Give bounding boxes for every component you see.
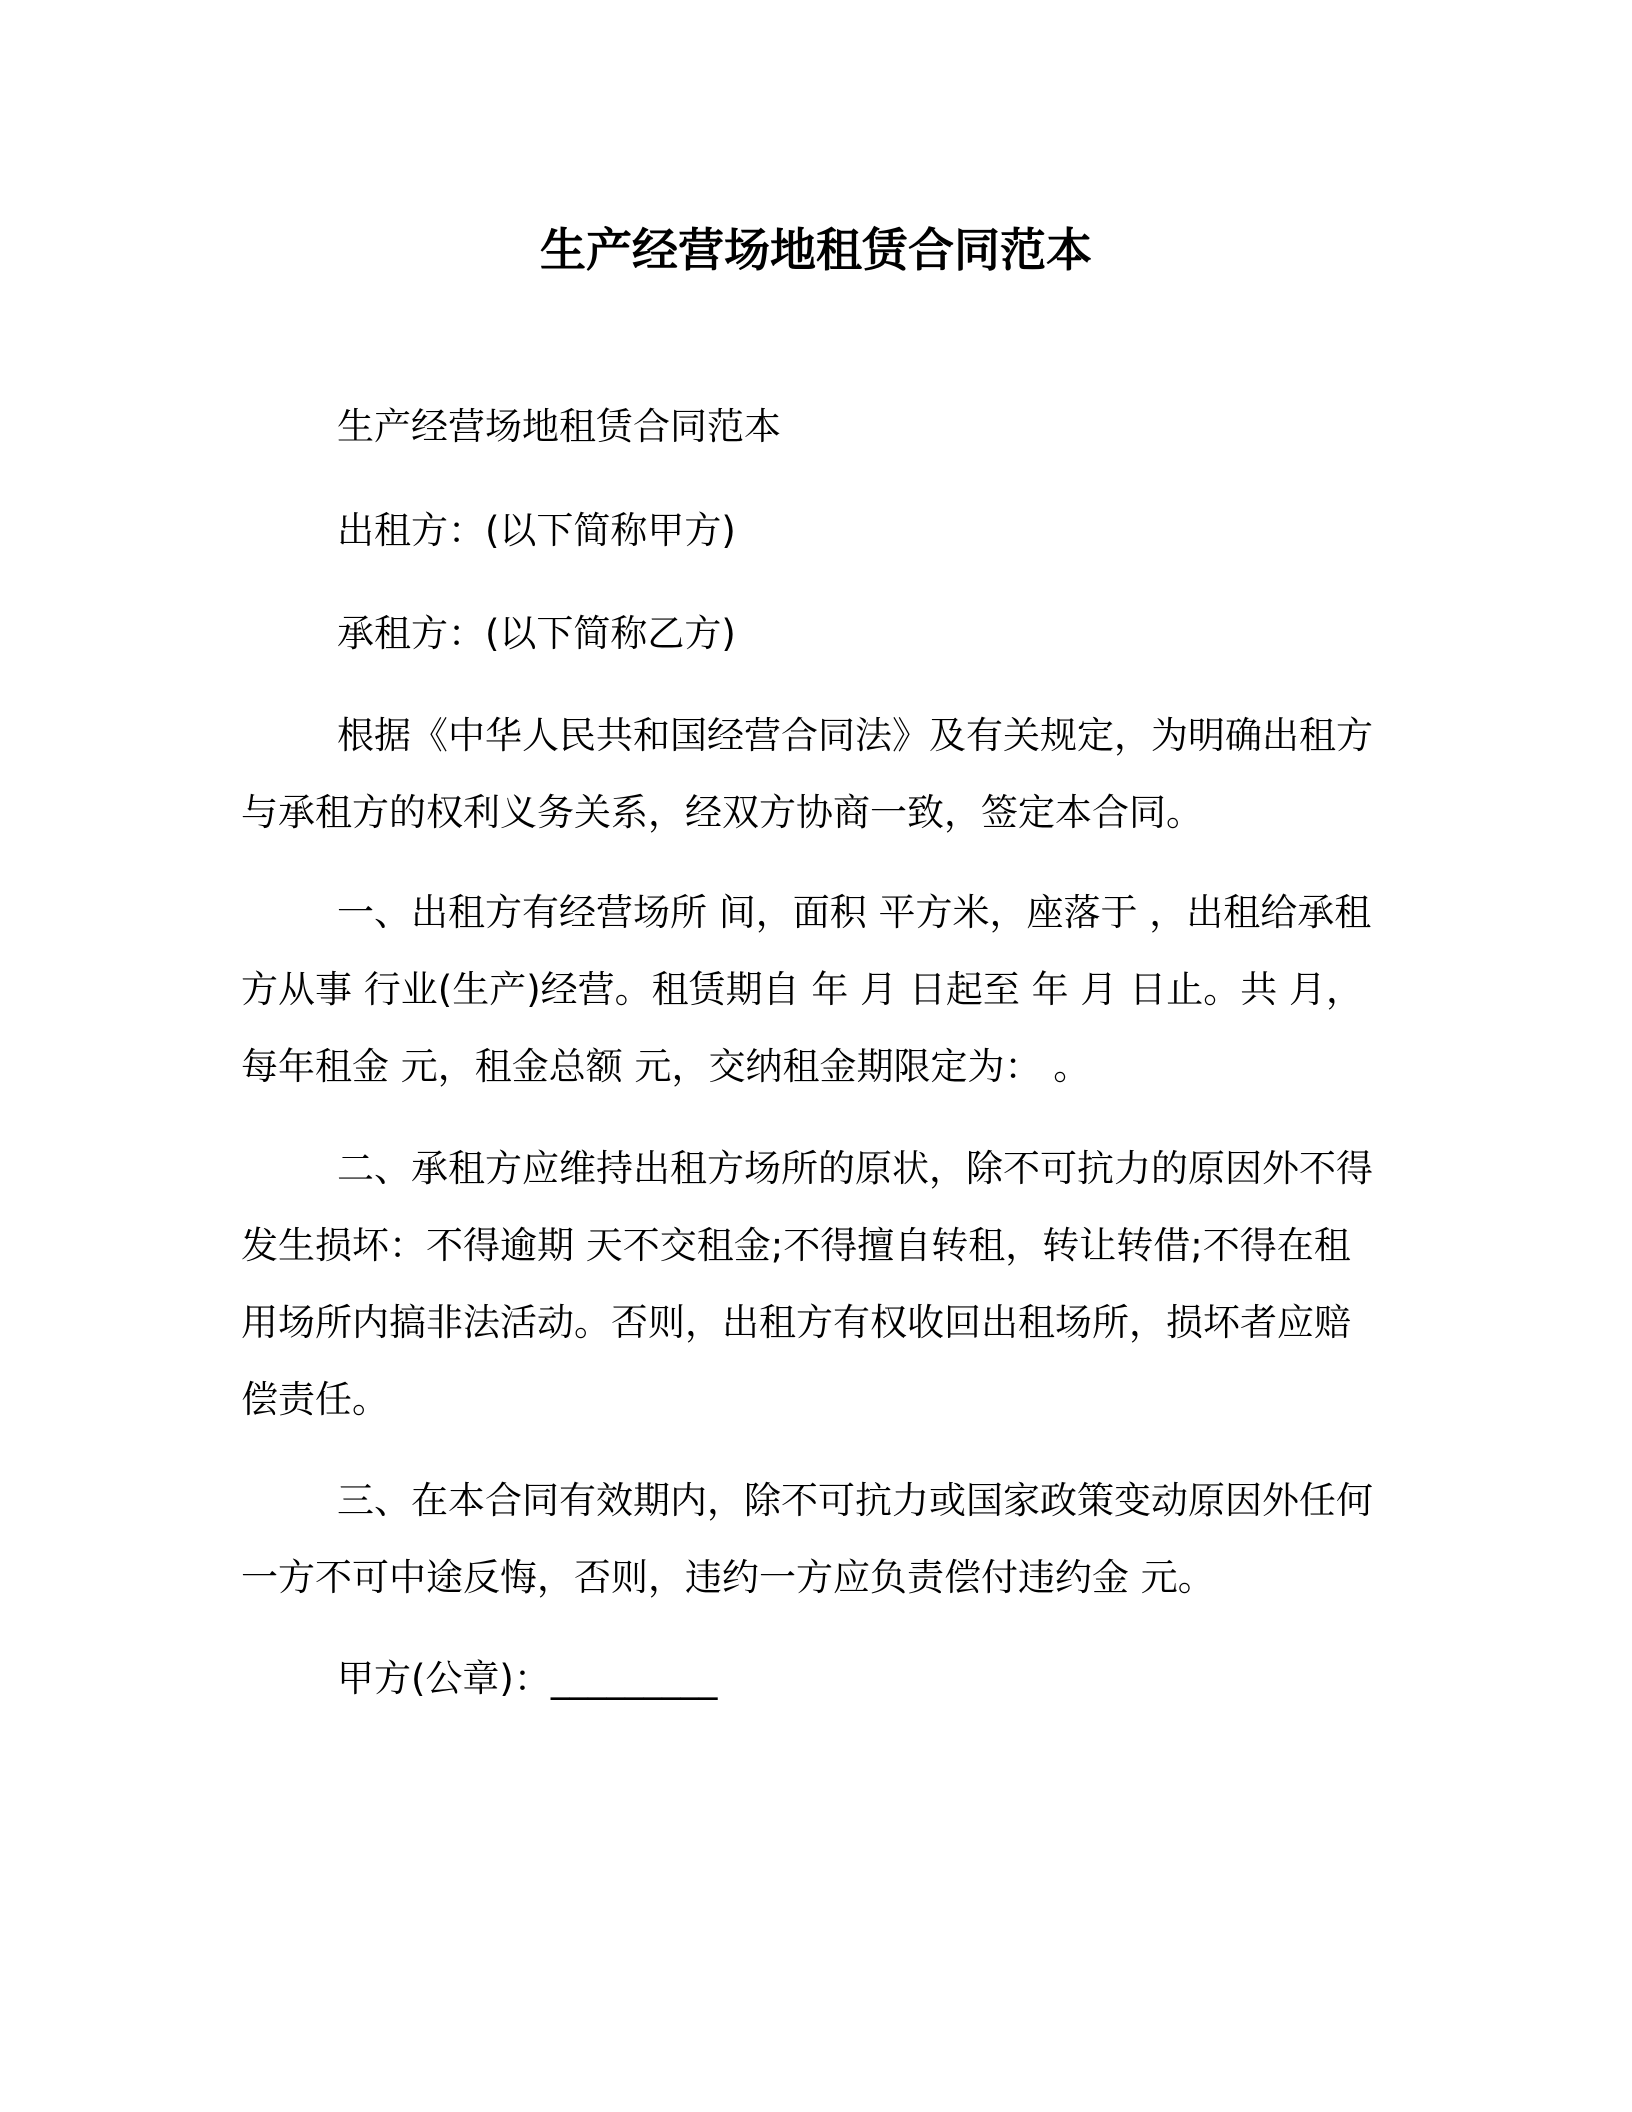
intro-paragraph: 根据《中华人民共和国经营合同法》及有关规定，为明确出租方与承租方的权利义务关系，经双方协商一致，签定本合同。 [241, 714, 1373, 834]
clause-two: 二、承租方应维持出租方场所的原状，除不可抗力的原因外不得发生损坏：不得逾期 天不交租金;不得擅自转租，转让转借;不得在租用场所内搞非法活动。否则，出租方有权收回出租场所，损坏者应赔偿责任。 [241, 1147, 1373, 1421]
party-a-signature-line: 甲方(公章)：_________ [337, 1657, 718, 1700]
clause-one: 一、出租方有经营场所 间，面积 平方米，座落于 ，出租给承租方从事 行业(生产)经营。租赁期自 年 月 日起至 年 月 日止。共 月，每年租金 元，租金总额 元，交纳租金期限定为： 。 [241, 891, 1372, 1088]
lessor-line: 出租方：(以下简称甲方) [337, 509, 736, 552]
clause-three: 三、在本合同有效期内，除不可抗力或国家政策变动原因外任何一方不可中途反悔，否则，违约一方应负责偿付违约金 元。 [241, 1479, 1373, 1599]
lessee-line: 承租方：(以下简称乙方) [337, 612, 736, 655]
contract-subtitle: 生产经营场地租赁合同范本 [337, 405, 781, 448]
document-title: 生产经营场地租赁合同范本 [540, 223, 1092, 277]
